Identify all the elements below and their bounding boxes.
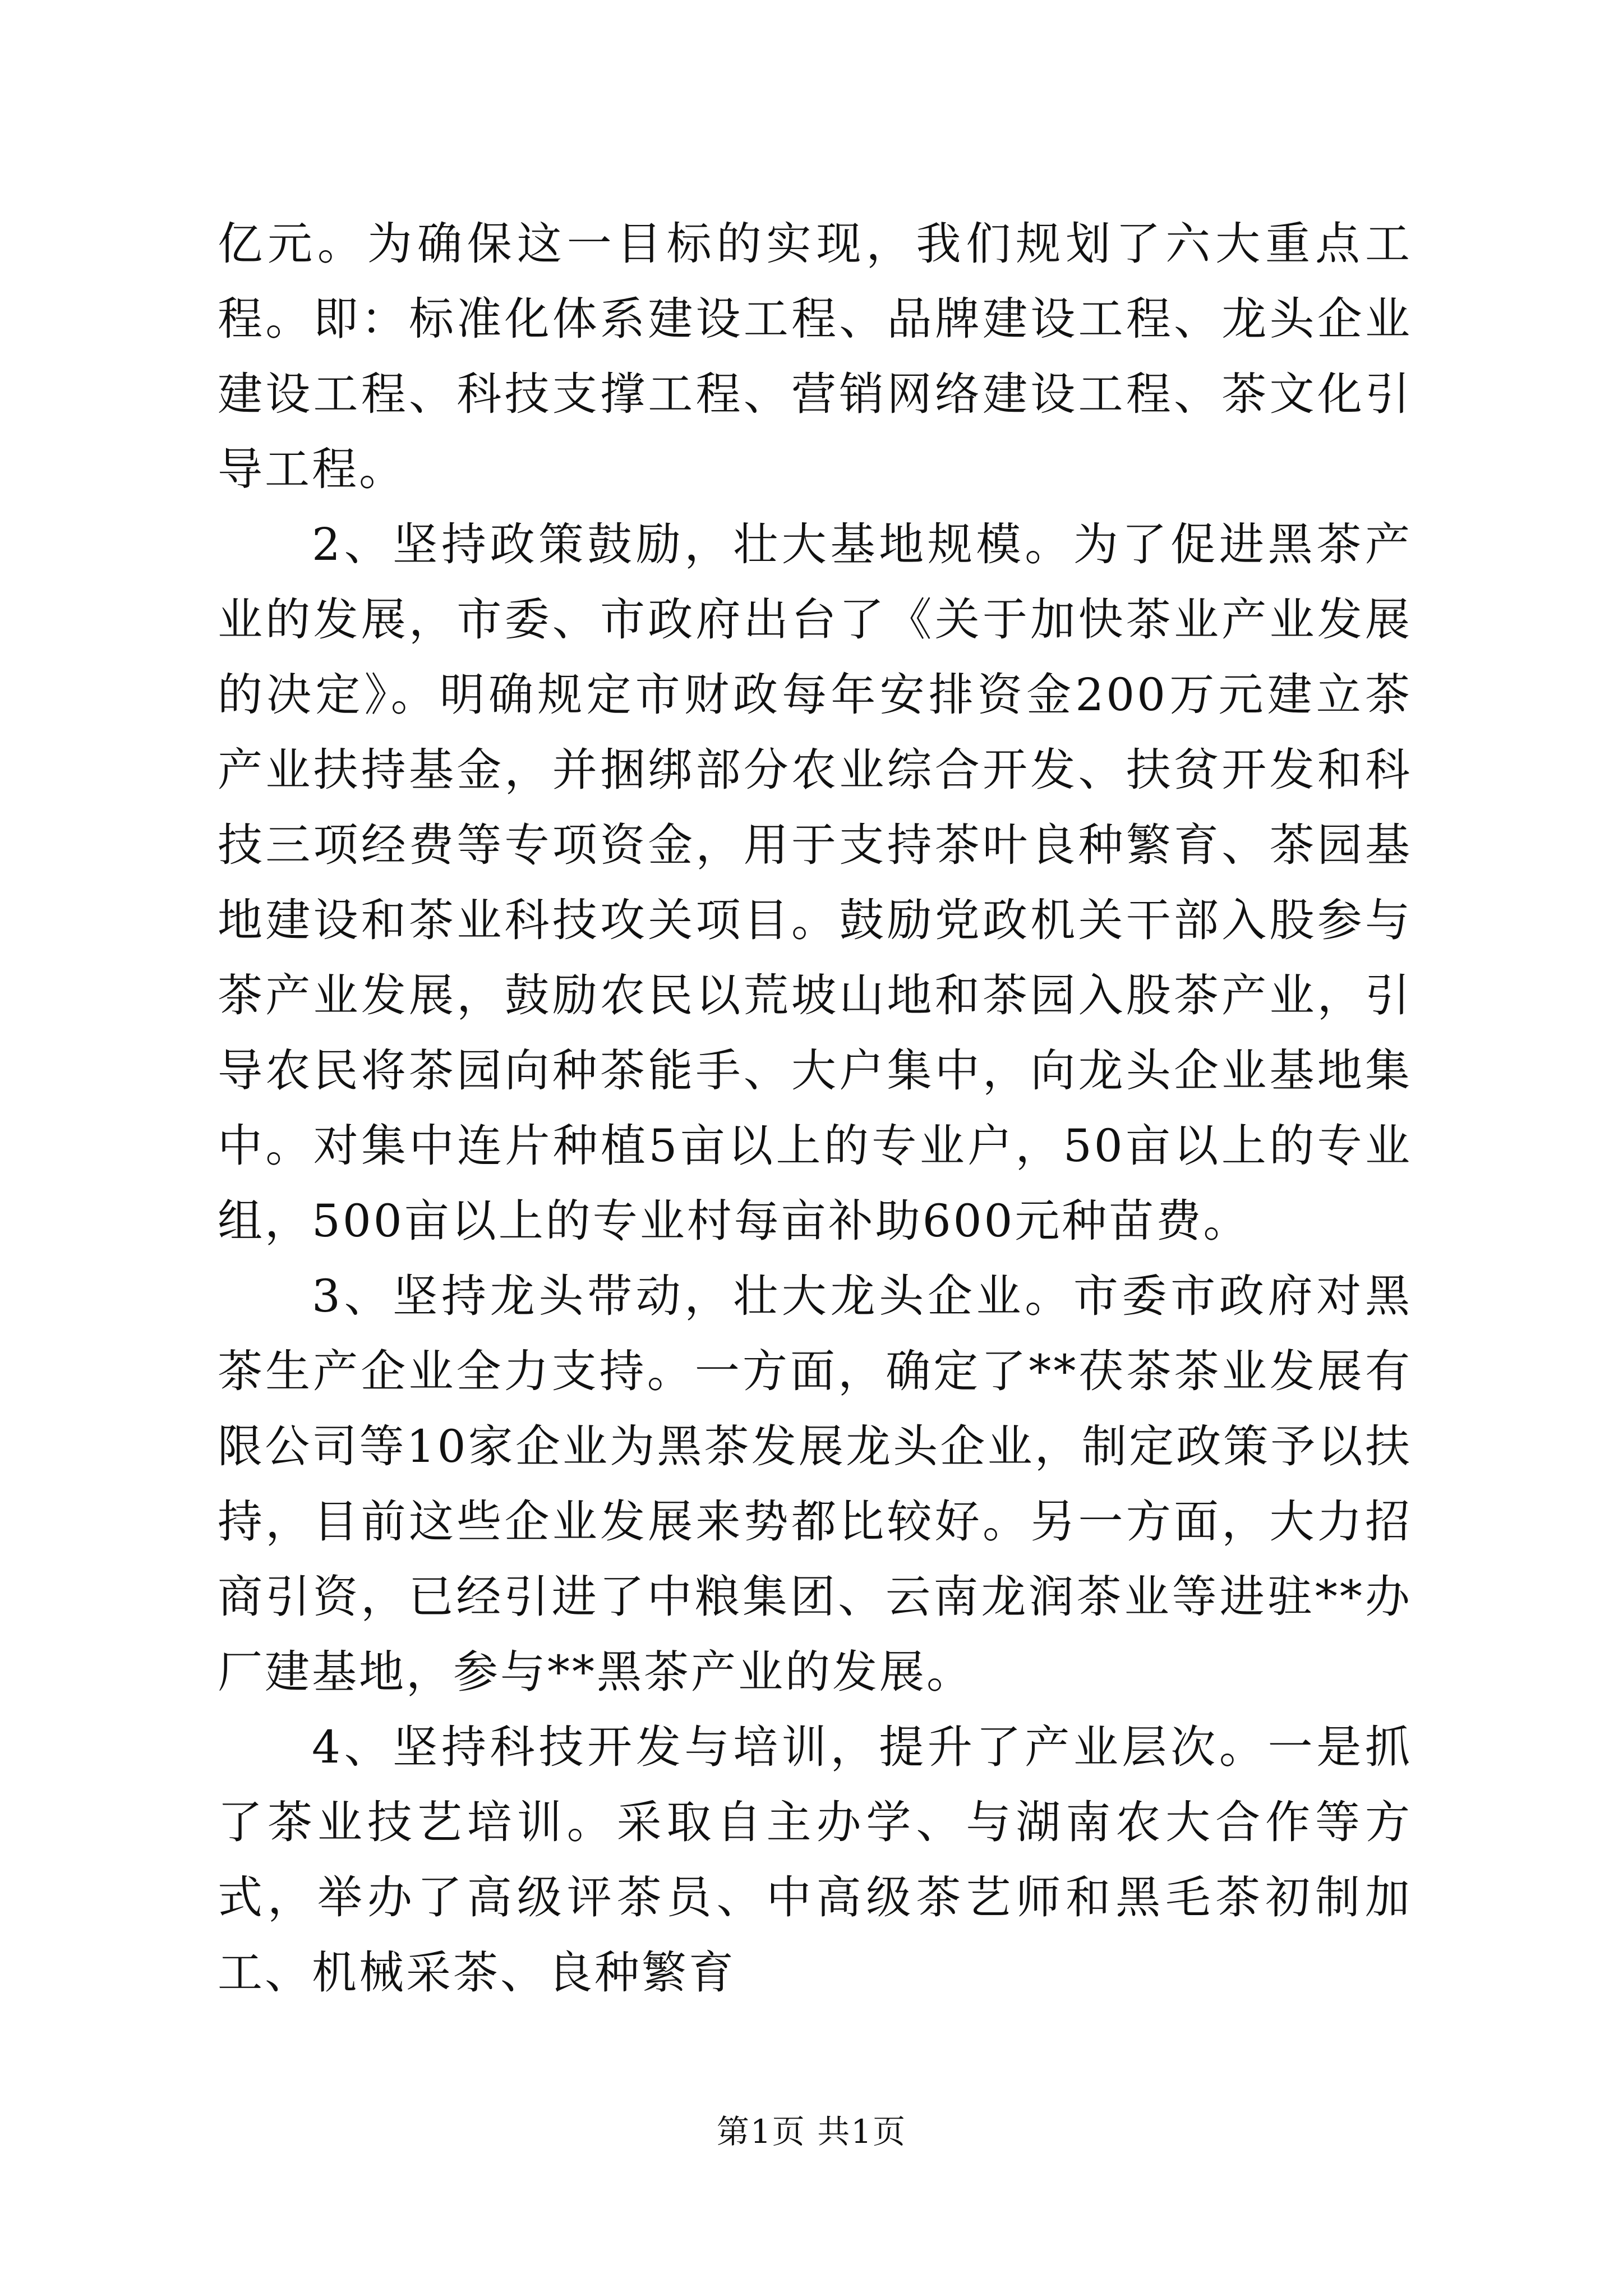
document-body: [218, 206, 1412, 2010]
paragraph-leading-enterprises: 3、坚持龙头带动，壮大龙头企业。市委市政府对黑茶生产企业全力支持。一方面，确定了**茯茶茶业发展有限公司等10家企业为黑茶发展龙头企业，制定政策予以扶持，目前这些企业发展来势都比较好。另一方面，大力招商引资，已经引进了中粮集团、云南龙润茶业等进驻**办厂建基地，参与**黑茶产业的发展。: [218, 1270, 1412, 1698]
page-footer: 第1页 共1页: [716, 2113, 907, 2151]
paragraph-policy-encouragement: 2、坚持政策鼓励，壮大基地规模。为了促进黑茶产业的发展，市委、市政府出台了《关于加快茶业产业发展的决定》。明确规定市财政每年安排资金200万元建立茶产业扶持基金，并捆绑部分农业综合开发、扶贫开发和科技三项经费等专项资金，用于支持茶叶良种繁育、茶园基地建设和茶业科技攻关项目。鼓励党政机关干部入股参与茶产业发展，鼓励农民以荒坡山地和茶园入股茶产业，引导农民将茶园向种茶能手、大户集中，向龙头企业基地集中。对集中连片种植5亩以上的专业户，50亩以上的专业组，500亩以上的专业村每亩补助600元种苗费。: [218, 518, 1412, 1247]
paragraph-tech-training: 4、坚持科技开发与培训，提升了产业层次。一是抓了茶业技艺培训。采取自主办学、与湖南农大合作等方式，举办了高级评茶员、中高级茶艺师和黑毛茶初制加工、机械采茶、良种繁育: [218, 1721, 1412, 1999]
paragraph-continuation: 亿元。为确保这一目标的实现，我们规划了六大重点工程。即：标准化体系建设工程、品牌建设工程、龙头企业建设工程、科技支撑工程、营销网络建设工程、茶文化引导工程。: [218, 218, 1412, 495]
